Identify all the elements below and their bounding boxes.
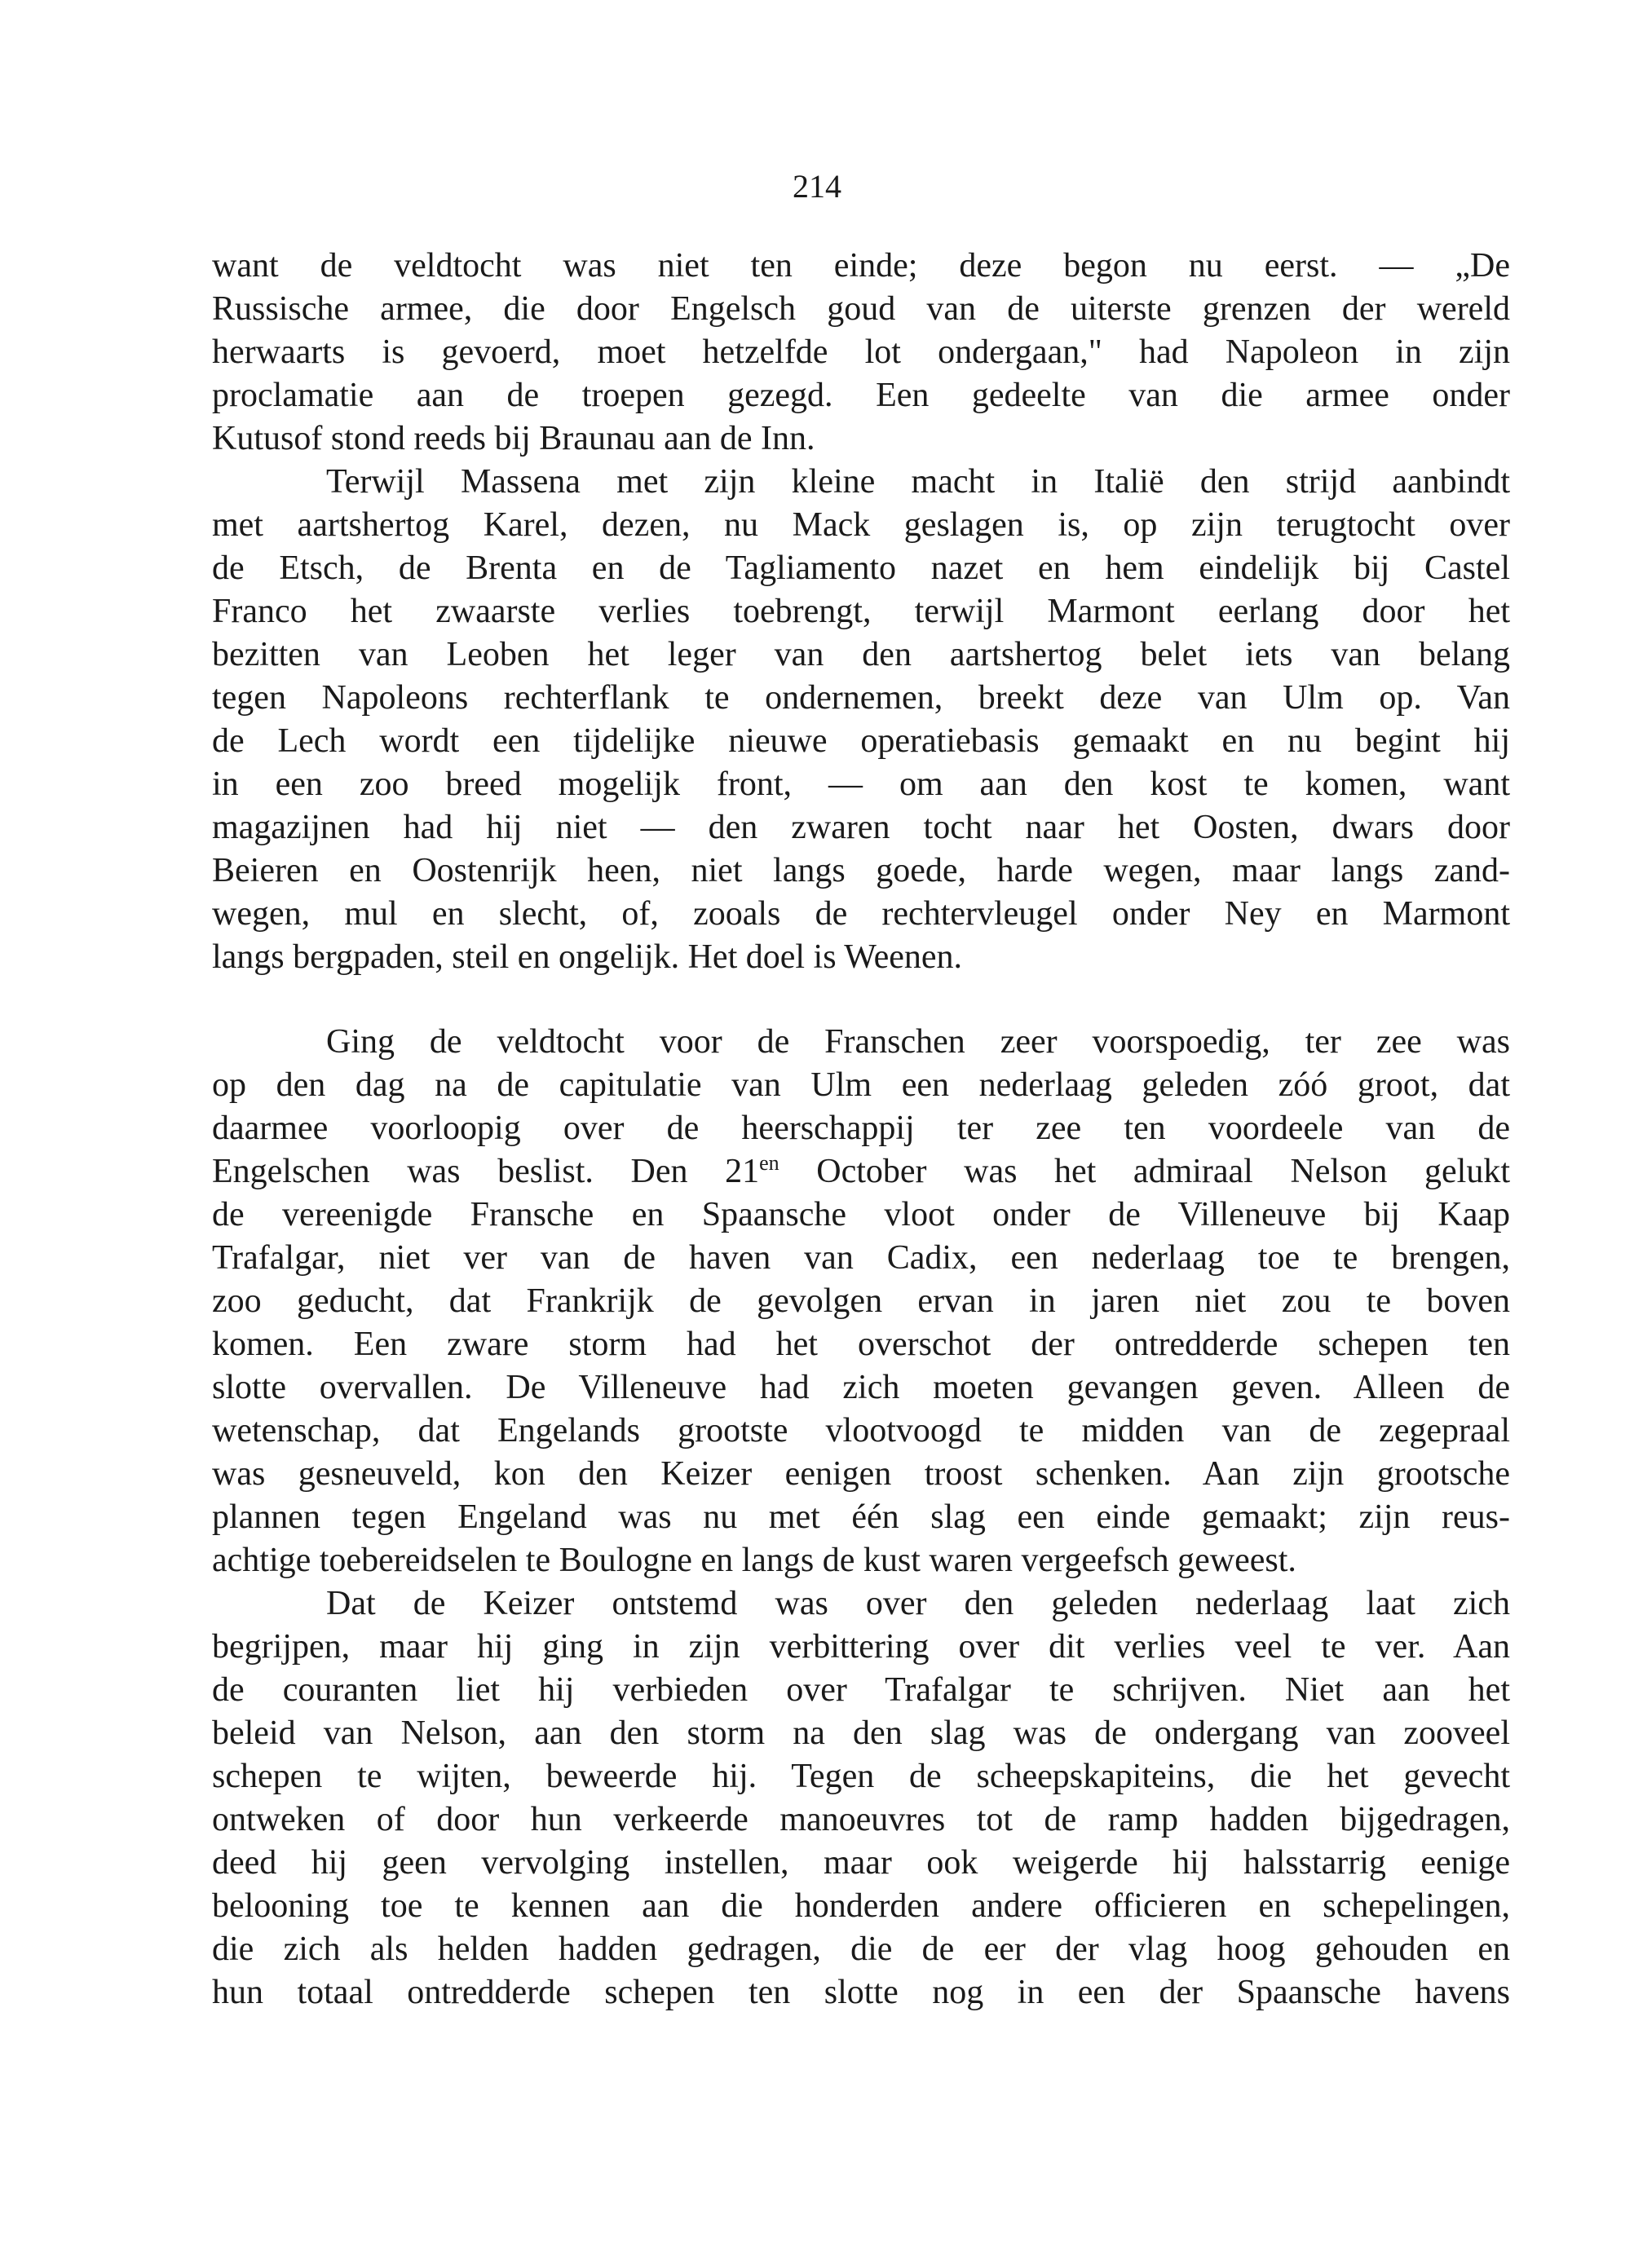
text-line: zoo geducht, dat Frankrijk de gevolgen ervan in jaren niet zou te boven xyxy=(212,1282,1510,1320)
text-line: die zich als helden hadden gedragen, die de eer der vlag hoog gehouden en xyxy=(212,1930,1510,1968)
text-line: daarmee voorloopig over de heerschappij ter zee ten voordeele van de xyxy=(212,1110,1510,1147)
text-line: met aartshertog Karel, dezen, nu Mack geslagen is, op zijn terugtocht over xyxy=(212,506,1510,544)
text-line: herwaarts is gevoerd, moet hetzelfde lot ondergaan," had Napoleon in zijn xyxy=(212,333,1510,371)
text-line: de vereenigde Fransche en Spaansche vloot onder de Villeneuve bij Kaap xyxy=(212,1196,1510,1233)
text-line: plannen tegen Engeland was nu met één slag een einde gemaakt; zijn reus- xyxy=(212,1498,1510,1536)
text-line: langs bergpaden, steil en ongelijk. Het doel is Weenen. xyxy=(212,938,963,976)
text-line: in een zoo breed mogelijk front, — om aan den kost te komen, want xyxy=(212,766,1510,803)
text-line: magazijnen had hij niet — den zwaren tocht naar het Oosten, dwars door xyxy=(212,809,1510,846)
text-line: bezitten van Leoben het leger van den aartshertog belet iets van belang xyxy=(212,636,1510,673)
text-line: begrijpen, maar hij ging in zijn verbittering over dit verlies veel te ver. Aan xyxy=(212,1628,1510,1666)
text-line: Engelschen was beslist. Den $21^{en}$ October was het admiraal Nelson gelukt xyxy=(212,1151,1510,1190)
text-line: wetenschap, dat Engelands grootste vlootvoogd te midden van de zegepraal xyxy=(212,1412,1510,1449)
text-line: deed hij geen vervolging instellen, maar ook weigerde hij halsstarrig eenige xyxy=(212,1844,1510,1882)
text-line: ontweken of door hun verkeerde manoeuvres tot de ramp hadden bijgedragen, xyxy=(212,1801,1510,1838)
text-line: Franco het zwaarste verlies toebrengt, terwijl Marmont eerlang door het xyxy=(212,593,1510,630)
text-line: komen. Een zware storm had het overschot der ontredderde schepen ten xyxy=(212,1326,1510,1363)
text-line: achtige toebereidselen te Boulogne en langs de kust waren vergeefsch geweest. xyxy=(212,1542,1296,1579)
text-line: tegen Napoleons rechterflank te ondernemen, breekt deze van Ulm op. Van xyxy=(212,679,1510,717)
text-line: de Lech wordt een tijdelijke nieuwe operatiebasis gemaakt en nu begint hij xyxy=(212,722,1510,760)
text-line: was gesneuveld, kon den Keizer eenigen troost schenken. Aan zijn grootsche xyxy=(212,1455,1510,1493)
text-line: Dat de Keizer ontstemd was over den geleden nederlaag laat zich xyxy=(326,1585,1510,1622)
text-line: hun totaal ontredderde schepen ten slotte nog in een der Spaansche havens xyxy=(212,1974,1510,2011)
page-number: 214 xyxy=(793,168,841,205)
text-line: slotte overvallen. De Villeneuve had zich moeten gevangen geven. Alleen de xyxy=(212,1369,1510,1406)
text-line: proclamatie aan de troepen gezegd. Een gedeelte van die armee onder xyxy=(212,377,1510,414)
text-line: schepen te wijten, beweerde hij. Tegen de scheepskapiteins, die het gevecht xyxy=(212,1758,1510,1795)
text-line: belooning toe te kennen aan die honderden andere officieren en schepelingen, xyxy=(212,1887,1510,1925)
text-line: wegen, mul en slecht, of, zooals de rechtervleugel onder Ney en Marmont xyxy=(212,895,1510,933)
section-1-text xyxy=(212,245,1510,979)
text-line: want de veldtocht was niet ten einde; deze begon nu eerst. — „De xyxy=(212,247,1510,285)
text-line: de Etsch, de Brenta en de Tagliamento nazet en hem eindelijk bij Castel xyxy=(212,549,1510,587)
text-line: Beieren en Oostenrijk heen, niet langs goede, harde wegen, maar langs zand- xyxy=(212,852,1510,889)
text-line: de couranten liet hij verbieden over Trafalgar te schrijven. Niet aan het xyxy=(212,1671,1510,1709)
text-line: Kutusof stond reeds bij Braunau aan de Inn. xyxy=(212,420,815,457)
text-line: Russische armee, die door Engelsch goud van de uiterste grenzen der wereld xyxy=(212,290,1510,328)
section-2-text xyxy=(212,1021,1510,2014)
text-line: Ging de veldtocht voor de Franschen zeer voorspoedig, ter zee was xyxy=(326,1023,1510,1061)
text-line: op den dag na de capitulatie van Ulm een nederlaag geleden zóó groot, dat xyxy=(212,1066,1510,1104)
text-line: Trafalgar, niet ver van de haven van Cadix, een nederlaag toe te brengen, xyxy=(212,1239,1510,1277)
text-line: Terwijl Massena met zijn kleine macht in Italië den strijd aanbindt xyxy=(326,463,1510,501)
text-line: beleid van Nelson, aan den storm na den slag was de ondergang van zooveel xyxy=(212,1714,1510,1752)
